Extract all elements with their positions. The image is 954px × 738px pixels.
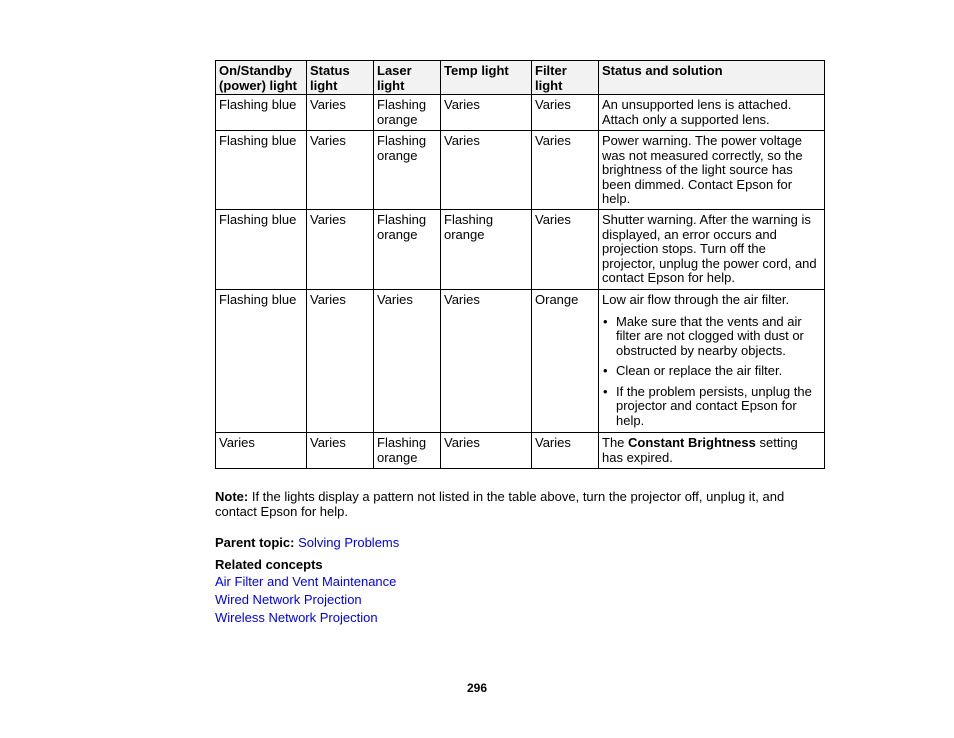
bullet-icon: • (603, 363, 608, 378)
solution-text-post: setting has expired. (602, 435, 798, 465)
cell-status: Varies (307, 131, 374, 210)
header-status-solution: Status and solution (599, 61, 825, 95)
list-item (602, 364, 821, 379)
solution-text-pre: The (602, 435, 629, 450)
cell-solution: An unsupported lens is attached. Attach only a supported lens. (599, 95, 825, 131)
note-label: Note: (215, 489, 249, 504)
cell-power: Varies (216, 433, 307, 469)
cell-temp: Flashing orange (441, 210, 532, 290)
header-status-light: Status light (307, 61, 374, 95)
parent-topic-label: Parent topic: (215, 535, 295, 550)
cell-filter: Varies (532, 131, 599, 210)
cell-solution (599, 433, 825, 469)
bullet-icon: • (603, 313, 608, 329)
solution-text: Low air flow through the air filter. (602, 292, 790, 307)
list-item (602, 385, 821, 429)
note-text: If the lights display a pattern not listed in the table above, turn the projector off, unplug it, and contact Epson for help. (215, 489, 785, 519)
bullet-icon: • (603, 383, 608, 399)
cell-laser: Varies (374, 290, 441, 433)
table-row (216, 210, 825, 290)
related-concepts-heading: Related concepts (215, 557, 323, 572)
cell-filter: Varies (532, 433, 599, 469)
cell-solution (599, 290, 825, 433)
list-item (602, 315, 821, 359)
parent-topic (215, 536, 399, 551)
header-temp-light: Temp light (441, 61, 532, 95)
cell-power: Flashing blue (216, 290, 307, 433)
cell-temp: Varies (441, 95, 532, 131)
cell-temp: Varies (441, 290, 532, 433)
solution-bullet-list (602, 315, 821, 429)
table-row (216, 131, 825, 210)
header-laser-light: Laser light (374, 61, 441, 95)
cell-laser: Flashing orange (374, 131, 441, 210)
table-header-row (216, 61, 825, 95)
table-row (216, 433, 825, 469)
header-power-light: On/Standby (power) light (216, 61, 307, 95)
cell-power: Flashing blue (216, 210, 307, 290)
cell-status: Varies (307, 433, 374, 469)
cell-solution: Power warning. The power voltage was not measured correctly, so the brightness of the light source has been dimmed. Contact Epson for help. (599, 131, 825, 210)
parent-topic-link[interactable]: Solving Problems (298, 535, 400, 550)
cell-filter: Orange (532, 290, 599, 433)
cell-power: Flashing blue (216, 95, 307, 131)
related-link-wireless-network[interactable]: Wireless Network Projection (215, 610, 378, 625)
table-row (216, 95, 825, 131)
cell-solution: Shutter warning. After the warning is displayed, an error occurs and projection stops. Turn off the projector, unplug the power cord, and contact Epson for help. (599, 210, 825, 290)
cell-status: Varies (307, 95, 374, 131)
light-status-table (215, 60, 825, 469)
cell-laser: Flashing orange (374, 210, 441, 290)
cell-status: Varies (307, 290, 374, 433)
cell-temp: Varies (441, 433, 532, 469)
cell-status: Varies (307, 210, 374, 290)
related-concepts-links (215, 575, 396, 629)
related-link-air-filter[interactable]: Air Filter and Vent Maintenance (215, 574, 397, 589)
setting-name: Constant Brightness (628, 435, 756, 450)
cell-laser: Flashing orange (374, 433, 441, 469)
cell-laser: Flashing orange (374, 95, 441, 131)
cell-temp: Varies (441, 131, 532, 210)
header-filter-light: Filter light (532, 61, 599, 95)
cell-filter: Varies (532, 210, 599, 290)
bullet-text: Make sure that the vents and air filter are not clogged with dust or obstructed by nearby objects. (616, 313, 804, 358)
cell-power: Flashing blue (216, 131, 307, 210)
related-link-wired-network[interactable]: Wired Network Projection (215, 592, 362, 607)
page-number: 296 (466, 681, 488, 695)
note-paragraph (215, 490, 815, 519)
table-row (216, 290, 825, 433)
cell-filter: Varies (532, 95, 599, 131)
bullet-text: If the problem persists, unplug the projector and contact Epson for help. (616, 383, 812, 428)
bullet-text: Clean or replace the air filter. (616, 363, 783, 378)
